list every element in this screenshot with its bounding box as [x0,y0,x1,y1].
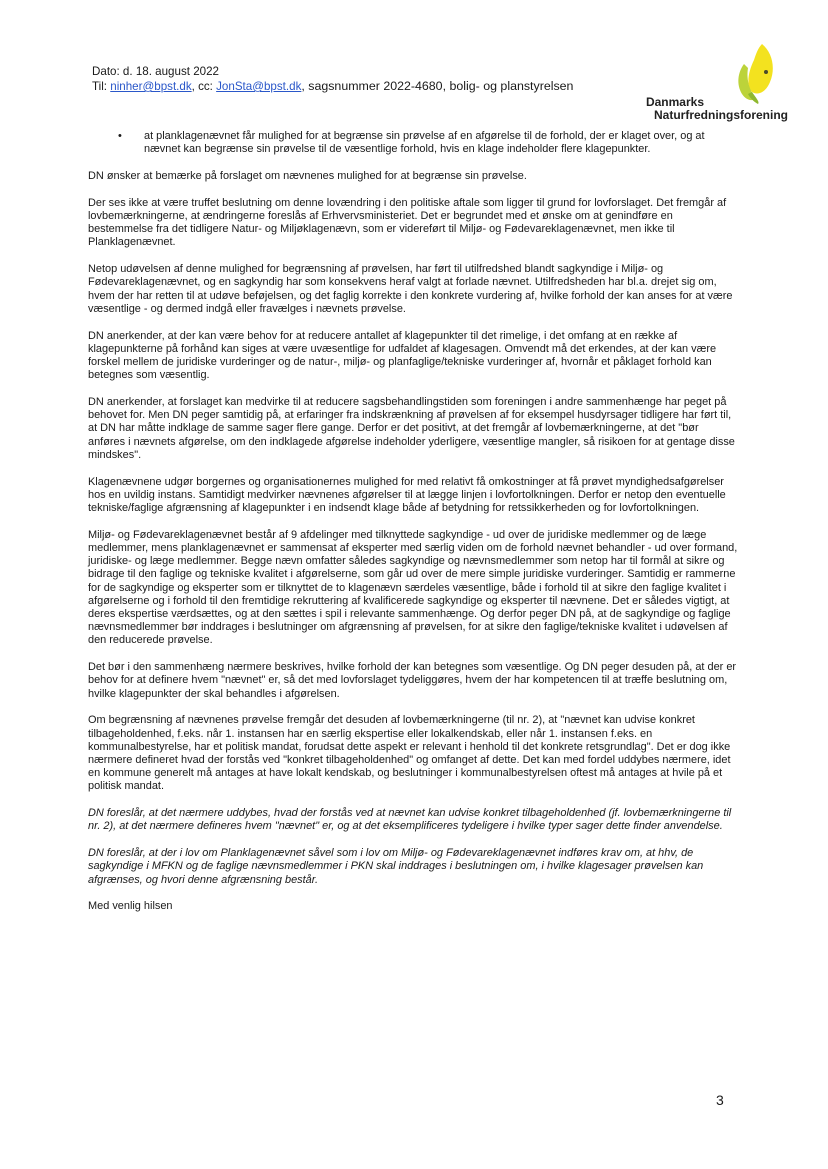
paragraph: DN ønsker at bemærke på forslaget om nævnenes mulighed for at begrænse sin prøvelse. [88,170,527,182]
paragraph: Der ses ikke at være truffet beslutning om denne lovændring i den politiske aftale som ligger til grund for lovforslaget. Det fremgår af lovbemærkningerne, at ændringerne foreslås af Erhvervsministeriet. Det er begrundet med et ønske om at genindføre en bestemmelse fra det tidligere Natur- og Miljøklagenævn, som er videreført til Miljø- og Fødevareklagenævnet, men ikke til Planklagenævnet. [88,196,727,249]
case-number-text: , sagsnummer 2022-4680, bolig- og planstyrelsen [301,79,574,93]
dn-logo-icon [736,42,776,104]
date-line: Dato: d. 18. august 2022 [92,65,219,78]
to-email-link[interactable]: ninher@bpst.dk [110,80,192,93]
paragraph: Klagenævnene udgør borgernes og organisationernes mulighed for med relativt få omkostninger at få prøvet myndighedsafgørelser hos en uvildig instans. Samtidigt medvirker nævnenes afgørelser til at lægge linjen i lovfortolkningen. Derfor er netop den eventuelle tekniske/faglige afgrænsning af klagepunkter i en indsendt klage både af betydning for retssikkerheden og for lovfortolkningen. [88,475,726,515]
organization-name-line2: Naturfredningsforening [654,108,788,122]
paragraph: Netop udøvelsen af denne mulighed for begrænsning af prøvelsen, har ført til utilfredshed blandt sagkyndige i Miljø- og Fødevareklagenævnet, og en sagkyndig har som konsekvens heraf valgt at forlade nævnet. Utilfredsheden har bl.a. drejet sig om, hvem der har retten til at udøve beføjelsen, og det faglig korrekte i den konkrete vurdering af, hvilke forhold der kan anses for at være væsentlige - og dermed indgå eller fravælges i nævnets prøvelse. [88,263,733,315]
letter-body [88,130,738,927]
cc-label: , cc: [191,80,217,93]
paragraph: Miljø- og Fødevareklagenævnet består af 9 afdelinger med tilknyttede sagkyndige - ud over de juridiske medlemmer og de læge medlemmer, mens planklagenævnet er sammensat af eksperter med særlig viden om de forhold nævnet behandler - ud over formand, juridiske- og læge medlemmer. Begge nævn omfatter således sagkyndige og nævnsmedlemmer som netop har til formål at sikre og bidrage til den faglige og tekniske kvalitet i afgørelserne, som går ud over de mere simple juridiske vurderinger. Samtidig er rammerne for de sagkyndige og eksperter som er tilknyttet de to klagenævn særdeles væsentlige, både i forhold til at sikre den faglige kvalitet i afgørelserne og i forhold til den fremtidige rekruttering af kvalificerede sagkyndige og eksperter til nævnene. Det er således vigtigt, at deres ekspertise værdsættes, og at den sættes i spil i relevante sammenhænge. Og derfor peger DN på, at de sagkyndige og faglige nævnsmedlemmer bør inddrages i beslutninger om afgrænsning af prøvelsen, for at sikre den faglige/tekniske kvalitet i udøvelsen af den reducerede prøvelse. [88,528,738,647]
proposal-paragraph: DN foreslår, at der i lov om Planklagenævnet såvel som i lov om Miljø- og Fødevareklagenævnet indføres krav om, at hhv, de sagkyndige i MFKN og de faglige nævnsmedlemmer i PKN skal inddrages i beslutningen om, i hvilke klagesager prøvelsen kan afgrænses, og hvori denne afgrænsning består. [88,847,704,886]
recipient-line [92,79,573,94]
cc-email-link[interactable]: JonSta@bpst.dk [216,80,302,93]
paragraph: Om begrænsning af nævnenes prøvelse fremgår det desuden af lovbemærkningerne (til nr. 2), at "nævnet kan udvise konkret tilbageholdenhed, f.eks. når 1. instansen har en særlig ekspertise eller lokalkendskab, eller når 1. instansen f.eks. en kommunalbestyrelse, har et politisk mandat, forudsat dette aspekt er relevant i henhold til det konkrete retsgrundlag". Det er dog ikke nærmere defineret hvad der forstås ved "konkret tilbageholdenhed" og omfanget af dette. Det kan med fordel uddybes nærmere, idet en kommune generelt må antages at have lokalt kendskab, og beslutninger i kommunalbestyrelsen oftest må antages at hvile på et politisk mandat. [88,714,731,793]
paragraph: DN anerkender, at forslaget kan medvirke til at reducere sagsbehandlingstiden som foreningen i andre sammenhænge har peget på behovet for. Men DN peger samtidig på, at erfaringer fra indskrænkning af prøvelsen af for eksempel husdyrsager tidligere har ført til, at DN har måtte indklage de samme sager flere gange. Derfor er det positivt, at det fremgår af lovbemærkningerne, at det "bør anføres i nævnets afgørelse, om den indklagede afgørelse indeholder yderligere, væsentlige mangler, så risikoen for at gentage disse mindskes". [88,396,735,461]
bullet-icon: • [118,130,122,142]
paragraph: DN anerkender, at der kan være behov for at reducere antallet af klagepunkter til det rimelige, i det omfang at en række af klagepunkterne på forhånd kan siges at være uvæsentlige for udfaldet af klagesagen. Omvendt må det erkendes, at der kan være forskel mellem de juridiske vurderinger og de natur-, miljø- og planfaglige/tekniske vurderinger af, hvornår et påklaget forhold kan betegnes som væsentlig. [88,329,717,382]
letter-header [92,64,573,94]
bullet-text: at planklagenævnet får mulighed for at begrænse sin prøvelse af en afgørelse til de forhold, der er klaget over, og at nævnet kan begrænse sin prøvelse til de væsentlige forhold, hvis en klage indeholder flere klagepunkter. [144,130,705,156]
proposal-paragraph: DN foreslår, at det nærmere uddybes, hvad der forstås ved at nævnet kan udvise konkret tilbageholdenhed (jf. lovbemærkningerne til nr. 2), at det nærmere defineres hvem "nævnet" er, og at det eksemplificeres tydeligere i hvilke typer sager dette finder anvendelse. [88,807,732,833]
closing-greeting: Med venlig hilsen [88,900,173,913]
to-label: Til: [92,80,111,93]
page-number: 3 [716,1092,724,1108]
organization-name [646,96,788,122]
bullet-item [88,130,738,156]
paragraph: Det bør i den sammenhæng nærmere beskrives, hvilke forhold der kan betegnes som væsentlige. Og DN peger desuden på, at der er behov for at definere hvem "nævnet" er, så det med lovforslaget tydeliggøres, hvem der har kompetencen til at træffe beslutning om, hvilke klagepunkter der skal behandles i afgørelsen. [88,661,737,700]
organization-name-line1: Danmarks [645,95,704,109]
